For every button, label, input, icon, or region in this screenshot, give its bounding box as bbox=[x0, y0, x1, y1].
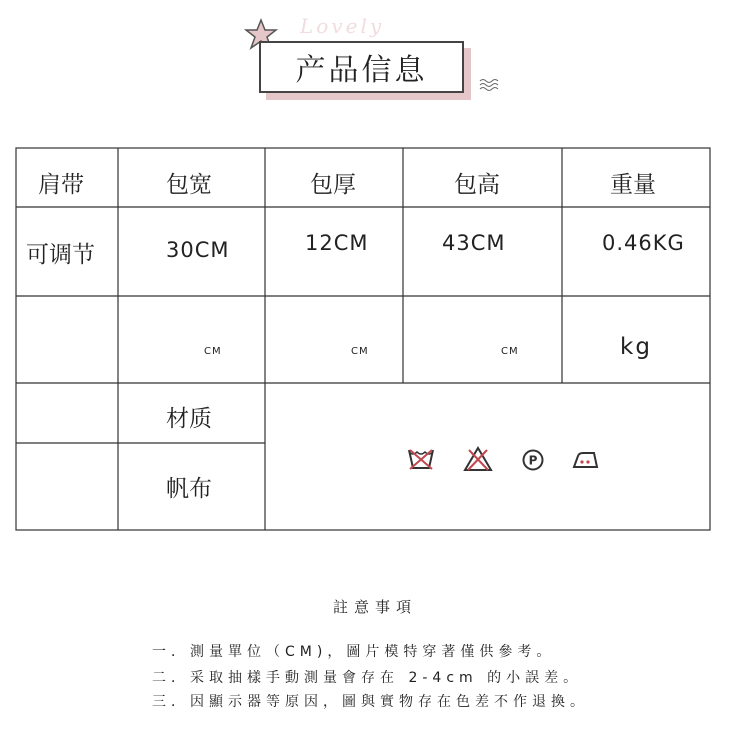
no-bleach-icon bbox=[463, 446, 493, 472]
svg-text:P: P bbox=[528, 453, 538, 468]
thickness-value: 12CM bbox=[305, 231, 369, 255]
header-strap: 肩带 bbox=[38, 172, 84, 198]
height-value: 43CM bbox=[442, 231, 506, 255]
weight-unit: kg bbox=[620, 334, 652, 360]
decorative-script-text: Lovely bbox=[300, 14, 385, 38]
note-item-3: 三．因顯示器等原因，圖與實物存在色差不作退換。 bbox=[152, 694, 589, 710]
no-wash-icon bbox=[406, 446, 436, 472]
weight-value: 0.46KG bbox=[602, 231, 685, 255]
page-title: 产品信息 bbox=[295, 53, 428, 88]
header-thickness: 包厚 bbox=[310, 172, 356, 198]
dry-clean-icon bbox=[521, 448, 545, 472]
header-weight: 重量 bbox=[610, 172, 656, 198]
material-value: 帆布 bbox=[166, 476, 212, 502]
material-label: 材质 bbox=[166, 406, 212, 432]
width-unit: CM bbox=[204, 346, 222, 357]
header-height: 包高 bbox=[454, 172, 500, 198]
strap-value: 可调节 bbox=[26, 242, 95, 268]
width-value: 30CM bbox=[166, 238, 230, 262]
notes-title: 註意事項 bbox=[332, 598, 417, 616]
note-item-2: 二．采取抽樣手動測量會存在 2-4cm 的小誤差。 bbox=[152, 670, 583, 686]
height-unit: CM bbox=[501, 346, 519, 357]
thickness-unit: CM bbox=[351, 346, 369, 357]
iron-icon bbox=[570, 448, 602, 472]
note-item-1: 一．測量單位（CM)，圖片模特穿著僅供參考。 bbox=[152, 644, 556, 660]
header-width: 包宽 bbox=[166, 172, 212, 198]
